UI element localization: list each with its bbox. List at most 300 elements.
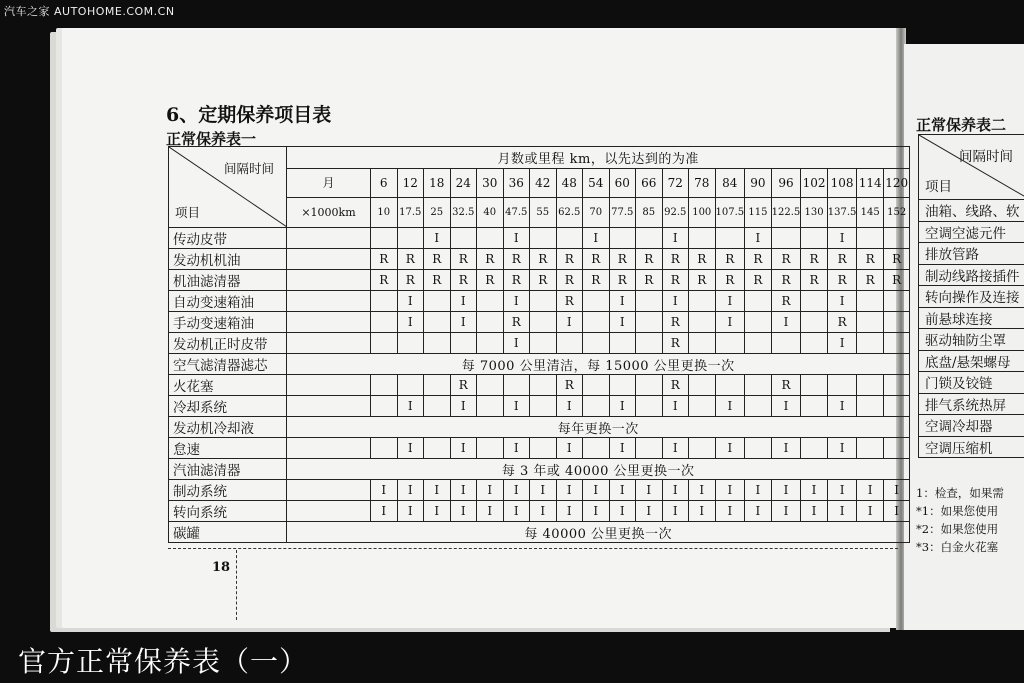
- table-row: [169, 438, 910, 459]
- schedule-cell: [857, 291, 884, 312]
- schedule-cell: I: [556, 480, 583, 501]
- interval-note: 每年更换一次: [287, 417, 910, 438]
- schedule-cell: [609, 228, 636, 249]
- schedule-cell: [636, 291, 663, 312]
- schedule-cell: I: [883, 480, 910, 501]
- right-note-line: *3：白金火花塞: [916, 540, 999, 554]
- right-note-line: 1：检查，如果需: [916, 486, 1004, 500]
- diagonal-header-cell: [169, 147, 287, 228]
- schedule-cell: R: [371, 270, 398, 291]
- interval-note: 每 3 年或 40000 公里更换一次: [287, 459, 910, 480]
- schedule-cell: [801, 312, 828, 333]
- km-value: 145: [857, 198, 884, 228]
- schedule-cell: [424, 438, 451, 459]
- right-item-name: 空调空滤元件: [919, 221, 1024, 243]
- maintenance-schedule-table: [168, 146, 910, 543]
- schedule-cell: [745, 291, 772, 312]
- schedule-cell: I: [827, 438, 857, 459]
- table-row: [169, 270, 910, 291]
- schedule-cell: R: [503, 312, 530, 333]
- schedule-cell: I: [689, 480, 716, 501]
- schedule-cell: [477, 333, 504, 354]
- month-value: 18: [424, 168, 451, 198]
- item-name: 火花塞: [169, 375, 287, 396]
- month-value: 48: [556, 168, 583, 198]
- page-divider-vertical: [236, 550, 237, 620]
- schedule-cell: I: [609, 438, 636, 459]
- km-value: 100: [689, 198, 716, 228]
- schedule-cell: I: [715, 396, 745, 417]
- schedule-cell: I: [397, 501, 424, 522]
- schedule-cell: I: [827, 228, 857, 249]
- month-value: 66: [636, 168, 663, 198]
- schedule-cell: [397, 333, 424, 354]
- schedule-cell: [636, 312, 663, 333]
- blank-cell: [287, 375, 371, 396]
- schedule-cell: I: [450, 396, 477, 417]
- schedule-cell: [689, 228, 716, 249]
- schedule-cell: R: [801, 249, 828, 270]
- schedule-cell: I: [477, 501, 504, 522]
- schedule-cell: R: [556, 375, 583, 396]
- schedule-cell: [636, 333, 663, 354]
- schedule-cell: I: [371, 501, 398, 522]
- schedule-cell: R: [801, 270, 828, 291]
- schedule-cell: I: [450, 291, 477, 312]
- km-value: 25: [424, 198, 451, 228]
- interval-note: 每 7000 公里清洁，每 15000 公里更换一次: [287, 354, 910, 375]
- schedule-cell: I: [397, 396, 424, 417]
- schedule-cell: [583, 312, 610, 333]
- blank-cell: [287, 228, 371, 249]
- item-name: 碳罐: [169, 522, 287, 543]
- schedule-cell: [424, 291, 451, 312]
- schedule-cell: R: [662, 249, 689, 270]
- schedule-cell: I: [583, 228, 610, 249]
- schedule-cell: R: [397, 249, 424, 270]
- schedule-cell: I: [397, 438, 424, 459]
- schedule-cell: [450, 228, 477, 249]
- schedule-cell: R: [771, 270, 801, 291]
- watermark: 汽车之家 AUTOHOME.COM.CN: [4, 5, 175, 18]
- schedule-cell: I: [636, 480, 663, 501]
- blank-cell: [287, 249, 371, 270]
- schedule-cell: R: [883, 270, 910, 291]
- schedule-cell: R: [662, 333, 689, 354]
- schedule-cell: R: [771, 375, 801, 396]
- schedule-cell: I: [450, 480, 477, 501]
- month-value: 54: [583, 168, 610, 198]
- schedule-cell: [801, 375, 828, 396]
- schedule-cell: [827, 375, 857, 396]
- right-item-name: 排放管路: [919, 243, 1024, 265]
- table-row: [169, 333, 910, 354]
- month-value: 108: [827, 168, 857, 198]
- schedule-cell: R: [827, 312, 857, 333]
- schedule-cell: [477, 438, 504, 459]
- blank-cell: [287, 438, 371, 459]
- schedule-cell: [801, 333, 828, 354]
- schedule-cell: R: [530, 249, 557, 270]
- schedule-cell: I: [397, 480, 424, 501]
- schedule-cell: R: [609, 249, 636, 270]
- right-item-label: 项目: [925, 179, 952, 195]
- schedule-cell: [801, 291, 828, 312]
- item-label: 项目: [175, 205, 201, 220]
- item-name: 机油滤清器: [169, 270, 287, 291]
- schedule-cell: [745, 396, 772, 417]
- schedule-cell: [530, 333, 557, 354]
- schedule-cell: R: [636, 270, 663, 291]
- table-row: [169, 291, 910, 312]
- schedule-cell: R: [609, 270, 636, 291]
- schedule-cell: I: [609, 480, 636, 501]
- schedule-cell: I: [609, 291, 636, 312]
- schedule-cell: I: [424, 480, 451, 501]
- km-value: 62.5: [556, 198, 583, 228]
- schedule-cell: I: [556, 438, 583, 459]
- right-note-line: *1：如果您使用: [916, 504, 999, 518]
- schedule-cell: R: [827, 270, 857, 291]
- schedule-cell: R: [745, 249, 772, 270]
- schedule-cell: [689, 375, 716, 396]
- schedule-cell: I: [771, 480, 801, 501]
- schedule-cell: I: [801, 501, 828, 522]
- schedule-cell: I: [609, 501, 636, 522]
- schedule-cell: I: [503, 438, 530, 459]
- schedule-cell: R: [583, 249, 610, 270]
- schedule-cell: R: [857, 249, 884, 270]
- item-name: 自动变速箱油: [169, 291, 287, 312]
- km-value: 115: [745, 198, 772, 228]
- schedule-cell: I: [745, 228, 772, 249]
- right-item-name: 排气系统热屏: [919, 393, 1024, 415]
- schedule-cell: I: [771, 501, 801, 522]
- right-item-name: 空调压缩机: [919, 436, 1024, 458]
- schedule-cell: I: [745, 480, 772, 501]
- schedule-cell: I: [556, 312, 583, 333]
- schedule-cell: [424, 333, 451, 354]
- table-row: [169, 459, 910, 480]
- right-schedule-table: [918, 134, 1024, 458]
- item-name: 发动机机油: [169, 249, 287, 270]
- schedule-cell: R: [397, 270, 424, 291]
- schedule-cell: [530, 396, 557, 417]
- km-value: 107.5: [715, 198, 745, 228]
- schedule-cell: [477, 228, 504, 249]
- right-item-name: 空调冷却器: [919, 415, 1024, 437]
- schedule-cell: I: [503, 228, 530, 249]
- schedule-cell: [530, 375, 557, 396]
- month-value: 30: [477, 168, 504, 198]
- schedule-cell: I: [715, 480, 745, 501]
- photo-caption: 官方正常保养表（一）: [18, 645, 309, 678]
- schedule-cell: [715, 375, 745, 396]
- schedule-cell: [424, 375, 451, 396]
- schedule-cell: [477, 396, 504, 417]
- blank-cell: [287, 480, 371, 501]
- schedule-cell: R: [689, 270, 716, 291]
- header-row-span: [169, 147, 910, 169]
- schedule-cell: R: [662, 270, 689, 291]
- schedule-cell: R: [583, 270, 610, 291]
- schedule-cell: I: [503, 291, 530, 312]
- schedule-cell: I: [583, 480, 610, 501]
- schedule-cell: [771, 228, 801, 249]
- blank-cell: [287, 396, 371, 417]
- schedule-cell: [689, 312, 716, 333]
- schedule-cell: [715, 228, 745, 249]
- table-title: 正常保养表一: [166, 130, 257, 148]
- schedule-cell: I: [857, 501, 884, 522]
- table-row: [169, 354, 910, 375]
- schedule-cell: I: [450, 438, 477, 459]
- month-value: 84: [715, 168, 745, 198]
- month-value: 72: [662, 168, 689, 198]
- interval-note: 每 40000 公里更换一次: [287, 522, 910, 543]
- schedule-cell: R: [556, 291, 583, 312]
- month-value: 42: [530, 168, 557, 198]
- schedule-cell: R: [662, 375, 689, 396]
- item-name: 制动系统: [169, 480, 287, 501]
- blank-cell: [287, 270, 371, 291]
- schedule-cell: I: [503, 501, 530, 522]
- schedule-cell: [801, 228, 828, 249]
- schedule-cell: I: [771, 312, 801, 333]
- schedule-cell: I: [450, 501, 477, 522]
- schedule-cell: I: [689, 501, 716, 522]
- schedule-cell: R: [424, 249, 451, 270]
- schedule-cell: [857, 375, 884, 396]
- schedule-cell: [450, 333, 477, 354]
- month-value: 90: [745, 168, 772, 198]
- schedule-cell: I: [556, 396, 583, 417]
- schedule-cell: I: [883, 501, 910, 522]
- schedule-cell: [857, 228, 884, 249]
- month-value: 102: [801, 168, 828, 198]
- schedule-cell: I: [371, 480, 398, 501]
- page-number: 18: [212, 560, 231, 575]
- schedule-cell: I: [827, 333, 857, 354]
- schedule-cell: [857, 396, 884, 417]
- schedule-cell: I: [477, 480, 504, 501]
- schedule-cell: I: [827, 396, 857, 417]
- schedule-cell: I: [662, 438, 689, 459]
- section-title: 6、定期保养项目表: [166, 104, 332, 126]
- schedule-cell: [609, 333, 636, 354]
- schedule-cell: R: [450, 270, 477, 291]
- schedule-cell: [583, 375, 610, 396]
- schedule-cell: [689, 438, 716, 459]
- blank-cell: [287, 501, 371, 522]
- schedule-cell: I: [503, 396, 530, 417]
- schedule-cell: R: [556, 249, 583, 270]
- km-value: 137.5: [827, 198, 857, 228]
- right-item-name: 门锁及铰链: [919, 372, 1024, 394]
- schedule-cell: [636, 228, 663, 249]
- month-value: 6: [371, 168, 398, 198]
- km-value: 70: [583, 198, 610, 228]
- schedule-cell: R: [450, 249, 477, 270]
- table-row: [169, 396, 910, 417]
- schedule-cell: R: [715, 270, 745, 291]
- page-divider: [168, 548, 898, 549]
- schedule-cell: [583, 333, 610, 354]
- schedule-cell: [857, 438, 884, 459]
- schedule-cell: I: [662, 228, 689, 249]
- schedule-cell: I: [827, 501, 857, 522]
- schedule-cell: I: [583, 501, 610, 522]
- schedule-cell: [397, 228, 424, 249]
- schedule-cell: [477, 312, 504, 333]
- schedule-cell: [771, 333, 801, 354]
- table-row: [169, 228, 910, 249]
- schedule-cell: [556, 333, 583, 354]
- schedule-cell: R: [503, 270, 530, 291]
- schedule-cell: R: [477, 249, 504, 270]
- schedule-cell: [371, 375, 398, 396]
- right-page-content: [904, 44, 1024, 634]
- right-item-name: 底盘/悬架螺母: [919, 350, 1024, 372]
- month-value: 96: [771, 168, 801, 198]
- schedule-cell: R: [371, 249, 398, 270]
- schedule-cell: I: [530, 480, 557, 501]
- schedule-cell: R: [556, 270, 583, 291]
- item-name: 转向系统: [169, 501, 287, 522]
- km-value: 130: [801, 198, 828, 228]
- schedule-cell: I: [662, 291, 689, 312]
- schedule-cell: I: [715, 291, 745, 312]
- schedule-cell: [715, 333, 745, 354]
- item-name: 传动皮带: [169, 228, 287, 249]
- schedule-cell: [371, 291, 398, 312]
- schedule-cell: I: [715, 438, 745, 459]
- km-value: 47.5: [503, 198, 530, 228]
- schedule-cell: R: [715, 249, 745, 270]
- item-name: 发动机冷却液: [169, 417, 287, 438]
- table-row: [169, 375, 910, 396]
- table-row: [169, 312, 910, 333]
- table-row: [169, 480, 910, 501]
- schedule-cell: I: [609, 396, 636, 417]
- right-item-name: 转向操作及连接: [919, 286, 1024, 308]
- schedule-cell: R: [477, 270, 504, 291]
- schedule-cell: R: [857, 270, 884, 291]
- schedule-cell: I: [827, 291, 857, 312]
- schedule-cell: R: [450, 375, 477, 396]
- schedule-cell: [371, 396, 398, 417]
- schedule-cell: R: [689, 249, 716, 270]
- schedule-cell: [857, 333, 884, 354]
- schedule-cell: I: [715, 501, 745, 522]
- table-row: [169, 249, 910, 270]
- schedule-cell: I: [857, 480, 884, 501]
- right-interval-label: 间隔时间: [959, 149, 1013, 165]
- schedule-cell: [371, 228, 398, 249]
- schedule-cell: I: [609, 312, 636, 333]
- km-value: 32.5: [450, 198, 477, 228]
- schedule-cell: [689, 396, 716, 417]
- table-row: [169, 522, 910, 543]
- schedule-cell: [530, 228, 557, 249]
- right-diagonal-header: [919, 135, 1024, 200]
- schedule-cell: [609, 375, 636, 396]
- schedule-cell: I: [530, 501, 557, 522]
- schedule-cell: R: [745, 270, 772, 291]
- schedule-cell: [583, 438, 610, 459]
- month-value: 78: [689, 168, 716, 198]
- schedule-cell: I: [503, 480, 530, 501]
- schedule-cell: [424, 312, 451, 333]
- right-item-name: 驱动轴防尘罩: [919, 329, 1024, 351]
- item-name: 手动变速箱油: [169, 312, 287, 333]
- schedule-cell: I: [827, 480, 857, 501]
- km-value: 152: [883, 198, 910, 228]
- schedule-cell: [745, 438, 772, 459]
- schedule-cell: I: [636, 501, 663, 522]
- item-name: 空气滤清器滤芯: [169, 354, 287, 375]
- month-value: 120: [883, 168, 910, 198]
- schedule-cell: I: [450, 312, 477, 333]
- schedule-cell: [530, 438, 557, 459]
- month-value: 24: [450, 168, 477, 198]
- item-name: 冷却系统: [169, 396, 287, 417]
- right-table-title: 正常保养表二: [916, 116, 1007, 134]
- schedule-cell: [801, 396, 828, 417]
- schedule-cell: R: [771, 291, 801, 312]
- schedule-cell: R: [771, 249, 801, 270]
- schedule-cell: I: [556, 501, 583, 522]
- schedule-cell: [689, 333, 716, 354]
- schedule-cell: [397, 375, 424, 396]
- schedule-cell: [424, 396, 451, 417]
- month-value: 36: [503, 168, 530, 198]
- blank-cell: [287, 333, 371, 354]
- right-notes: [916, 484, 1004, 556]
- schedule-cell: [745, 333, 772, 354]
- schedule-cell: I: [662, 501, 689, 522]
- schedule-cell: I: [745, 501, 772, 522]
- item-name: 发动机正时皮带: [169, 333, 287, 354]
- schedule-cell: I: [771, 396, 801, 417]
- table-row: [169, 417, 910, 438]
- km-value: 122.5: [771, 198, 801, 228]
- schedule-cell: [857, 312, 884, 333]
- schedule-cell: I: [424, 228, 451, 249]
- schedule-cell: [745, 375, 772, 396]
- schedule-cell: R: [827, 249, 857, 270]
- schedule-cell: I: [503, 333, 530, 354]
- schedule-cell: [745, 312, 772, 333]
- schedule-cell: [636, 375, 663, 396]
- km-value: 55: [530, 198, 557, 228]
- schedule-cell: [503, 375, 530, 396]
- month-value: 60: [609, 168, 636, 198]
- km-value: 40: [477, 198, 504, 228]
- schedule-cell: [556, 228, 583, 249]
- month-value: 114: [857, 168, 884, 198]
- km-value: 17.5: [397, 198, 424, 228]
- schedule-cell: [477, 375, 504, 396]
- schedule-cell: [801, 438, 828, 459]
- item-name: 汽油滤清器: [169, 459, 287, 480]
- schedule-cell: [583, 396, 610, 417]
- table-row: [169, 501, 910, 522]
- schedule-cell: [636, 396, 663, 417]
- span-header: 月数或里程 km，以先达到的为准: [287, 147, 910, 169]
- schedule-cell: I: [662, 480, 689, 501]
- schedule-cell: R: [530, 270, 557, 291]
